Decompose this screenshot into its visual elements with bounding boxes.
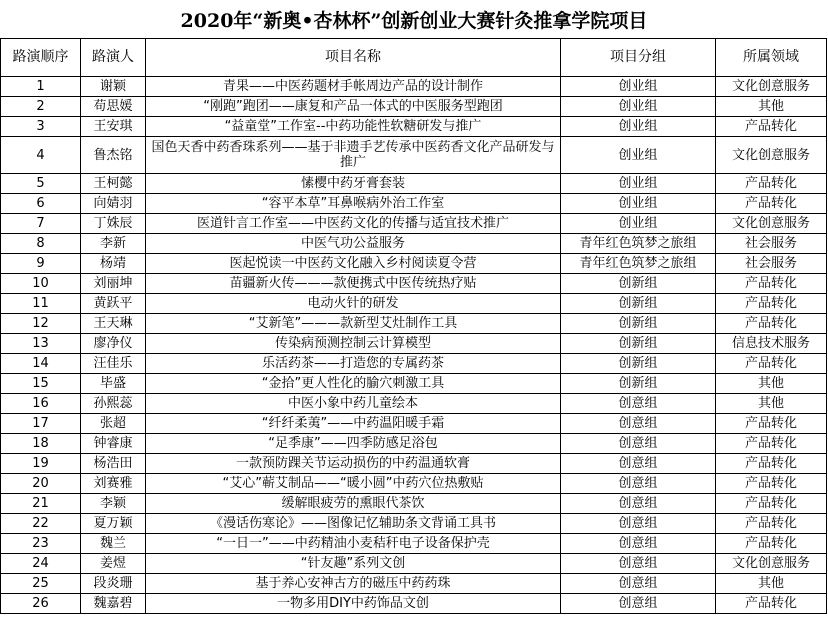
cell-group: 青年红色筑梦之旅组 xyxy=(561,254,716,274)
table-row xyxy=(1,594,827,614)
cell-project: 基于养心安神古方的磁压中药药珠 xyxy=(146,574,561,594)
cell-group: 创意组 xyxy=(561,474,716,494)
cell-group: 创业组 xyxy=(561,97,716,117)
cell-order: 14 xyxy=(1,354,81,374)
cell-order: 11 xyxy=(1,294,81,314)
cell-project: “金拾”更人性化的腧穴刺激工具 xyxy=(146,374,561,394)
cell-presenter: 孙熙蕊 xyxy=(81,394,146,414)
cell-group: 创业组 xyxy=(561,194,716,214)
cell-group: 创意组 xyxy=(561,514,716,534)
project-table xyxy=(0,38,827,614)
cell-project: “一日一”——中药精油小麦秸秆电子设备保护壳 xyxy=(146,534,561,554)
cell-project: 苗疆新火传———款便携式中医传统热疗贴 xyxy=(146,274,561,294)
table-row xyxy=(1,514,827,534)
cell-group: 创新组 xyxy=(561,374,716,394)
cell-project: “刚跑”跑团——康复和产品一体式的中医服务型跑团 xyxy=(146,97,561,117)
cell-field: 文化创意服务 xyxy=(716,214,827,234)
cell-project: “艾新笔”———款新型艾灶制作工具 xyxy=(146,314,561,334)
col-header-field: 所属领域 xyxy=(716,39,827,77)
col-header-project: 项目名称 xyxy=(146,39,561,77)
cell-project: 青果——中医药题材手帐周边产品的设计制作 xyxy=(146,77,561,97)
cell-order: 6 xyxy=(1,194,81,214)
table-row xyxy=(1,97,827,117)
cell-field: 产品转化 xyxy=(716,454,827,474)
cell-project: 中医小象中药儿童绘本 xyxy=(146,394,561,414)
cell-field: 文化创意服务 xyxy=(716,137,827,174)
cell-field: 产品转化 xyxy=(716,314,827,334)
cell-presenter: 毕盛 xyxy=(81,374,146,394)
cell-group: 创新组 xyxy=(561,314,716,334)
cell-field: 产品转化 xyxy=(716,474,827,494)
cell-presenter: 杨靖 xyxy=(81,254,146,274)
cell-order: 25 xyxy=(1,574,81,594)
cell-order: 19 xyxy=(1,454,81,474)
table-row xyxy=(1,374,827,394)
cell-order: 7 xyxy=(1,214,81,234)
cell-project: “容平本草”耳鼻喉病外治工作室 xyxy=(146,194,561,214)
cell-group: 创意组 xyxy=(561,494,716,514)
cell-order: 5 xyxy=(1,174,81,194)
col-header-order: 路演顺序 xyxy=(1,39,81,77)
cell-field: 其他 xyxy=(716,374,827,394)
cell-order: 10 xyxy=(1,274,81,294)
cell-field: 产品转化 xyxy=(716,514,827,534)
cell-order: 15 xyxy=(1,374,81,394)
table-row xyxy=(1,334,827,354)
cell-project: “益童堂”工作室--中药功能性软糖研发与推广 xyxy=(146,117,561,137)
cell-group: 创业组 xyxy=(561,214,716,234)
cell-project: 医道针言工作室——中医药文化的传播与适宜技术推广 xyxy=(146,214,561,234)
table-row xyxy=(1,414,827,434)
cell-presenter: 段炎珊 xyxy=(81,574,146,594)
table-row xyxy=(1,554,827,574)
cell-group: 创意组 xyxy=(561,454,716,474)
page-title: 2020年“新奥•杏林杯”创新创业大赛针灸推拿学院项目 xyxy=(180,9,648,32)
cell-group: 创意组 xyxy=(561,594,716,614)
cell-presenter: 王天琳 xyxy=(81,314,146,334)
cell-group: 创意组 xyxy=(561,574,716,594)
cell-field: 产品转化 xyxy=(716,534,827,554)
table-row xyxy=(1,534,827,554)
table-row xyxy=(1,274,827,294)
cell-order: 8 xyxy=(1,234,81,254)
cell-order: 12 xyxy=(1,314,81,334)
cell-field: 社会服务 xyxy=(716,254,827,274)
cell-field: 产品转化 xyxy=(716,274,827,294)
cell-field: 产品转化 xyxy=(716,194,827,214)
cell-presenter: 李新 xyxy=(81,234,146,254)
table-row xyxy=(1,494,827,514)
cell-project: “针友趣”系列文创 xyxy=(146,554,561,574)
table-row xyxy=(1,354,827,374)
cell-presenter: 谢颖 xyxy=(81,77,146,97)
cell-order: 2 xyxy=(1,97,81,117)
cell-order: 18 xyxy=(1,434,81,454)
cell-project: 国色天香中药香珠系列——基于非遗手艺传承中医药香文化产品研发与推广 xyxy=(146,137,561,174)
table-row xyxy=(1,574,827,594)
table-row xyxy=(1,117,827,137)
table-row xyxy=(1,194,827,214)
cell-presenter: 黄跃平 xyxy=(81,294,146,314)
cell-project: 愫樱中药牙膏套装 xyxy=(146,174,561,194)
cell-field: 其他 xyxy=(716,97,827,117)
cell-group: 创新组 xyxy=(561,334,716,354)
cell-presenter: 廖净仪 xyxy=(81,334,146,354)
cell-group: 青年红色筑梦之旅组 xyxy=(561,234,716,254)
cell-project: “艾心”蕲艾制品——“暖小圆”中药穴位热敷贴 xyxy=(146,474,561,494)
cell-presenter: 杨浩田 xyxy=(81,454,146,474)
cell-order: 26 xyxy=(1,594,81,614)
cell-field: 产品转化 xyxy=(716,174,827,194)
cell-presenter: 魏嘉碧 xyxy=(81,594,146,614)
cell-presenter: 刘丽坤 xyxy=(81,274,146,294)
table-row xyxy=(1,174,827,194)
cell-presenter: 王安琪 xyxy=(81,117,146,137)
cell-field: 产品转化 xyxy=(716,414,827,434)
table-row xyxy=(1,214,827,234)
cell-project: 传染病预测控制云计算模型 xyxy=(146,334,561,354)
table-row xyxy=(1,454,827,474)
cell-field: 产品转化 xyxy=(716,354,827,374)
cell-field: 文化创意服务 xyxy=(716,554,827,574)
cell-group: 创意组 xyxy=(561,394,716,414)
cell-order: 21 xyxy=(1,494,81,514)
cell-project: 医起悦读一中医药文化融入乡村阅读夏令营 xyxy=(146,254,561,274)
cell-group: 创新组 xyxy=(561,354,716,374)
cell-field: 信息技术服务 xyxy=(716,334,827,354)
cell-presenter: 向婧羽 xyxy=(81,194,146,214)
cell-presenter: 汪佳乐 xyxy=(81,354,146,374)
cell-order: 17 xyxy=(1,414,81,434)
table-row xyxy=(1,137,827,174)
cell-project: 电动火针的研发 xyxy=(146,294,561,314)
cell-field: 产品转化 xyxy=(716,594,827,614)
table-row xyxy=(1,314,827,334)
col-header-group: 项目分组 xyxy=(561,39,716,77)
cell-field: 文化创意服务 xyxy=(716,77,827,97)
cell-presenter: 苟思媛 xyxy=(81,97,146,117)
cell-presenter: 刘赛雅 xyxy=(81,474,146,494)
cell-group: 创业组 xyxy=(561,77,716,97)
cell-group: 创新组 xyxy=(561,294,716,314)
cell-order: 23 xyxy=(1,534,81,554)
cell-project: 《漫话伤寒论》——图像记忆辅助条文背诵工具书 xyxy=(146,514,561,534)
cell-project: 乐活药茶——打造您的专属药茶 xyxy=(146,354,561,374)
cell-presenter: 鲁杰铭 xyxy=(81,137,146,174)
cell-order: 3 xyxy=(1,117,81,137)
cell-presenter: 钟睿康 xyxy=(81,434,146,454)
cell-project: “纤纤柔荑”——中药温阳暖手霜 xyxy=(146,414,561,434)
table-row xyxy=(1,434,827,454)
cell-order: 4 xyxy=(1,137,81,174)
cell-group: 创意组 xyxy=(561,414,716,434)
cell-order: 1 xyxy=(1,77,81,97)
col-header-presenter: 路演人 xyxy=(81,39,146,77)
cell-order: 20 xyxy=(1,474,81,494)
cell-order: 22 xyxy=(1,514,81,534)
cell-field: 社会服务 xyxy=(716,234,827,254)
cell-presenter: 姜煜 xyxy=(81,554,146,574)
cell-field: 其他 xyxy=(716,574,827,594)
cell-order: 16 xyxy=(1,394,81,414)
cell-group: 创意组 xyxy=(561,534,716,554)
cell-presenter: 王柯懿 xyxy=(81,174,146,194)
table-row xyxy=(1,77,827,97)
table-row xyxy=(1,294,827,314)
table-row xyxy=(1,474,827,494)
table-row xyxy=(1,394,827,414)
cell-group: 创业组 xyxy=(561,174,716,194)
table-row xyxy=(1,234,827,254)
cell-group: 创业组 xyxy=(561,117,716,137)
cell-field: 产品转化 xyxy=(716,117,827,137)
cell-group: 创意组 xyxy=(561,554,716,574)
cell-project: 中医气功公益服务 xyxy=(146,234,561,254)
cell-group: 创业组 xyxy=(561,137,716,174)
cell-order: 13 xyxy=(1,334,81,354)
cell-group: 创新组 xyxy=(561,274,716,294)
cell-project: “足季康”——四季防感足浴包 xyxy=(146,434,561,454)
table-row xyxy=(1,254,827,274)
cell-presenter: 夏万颖 xyxy=(81,514,146,534)
cell-order: 9 xyxy=(1,254,81,274)
cell-field: 产品转化 xyxy=(716,434,827,454)
cell-project: 一款预防踝关节运动损伤的中药温通软膏 xyxy=(146,454,561,474)
header-row xyxy=(1,39,827,77)
cell-field: 产品转化 xyxy=(716,294,827,314)
cell-presenter: 张超 xyxy=(81,414,146,434)
cell-order: 24 xyxy=(1,554,81,574)
cell-group: 创意组 xyxy=(561,434,716,454)
cell-presenter: 丁姝辰 xyxy=(81,214,146,234)
cell-project: 缓解眼疲劳的熏眼代茶饮 xyxy=(146,494,561,514)
cell-presenter: 魏兰 xyxy=(81,534,146,554)
cell-field: 其他 xyxy=(716,394,827,414)
cell-project: 一物多用DIY中药饰品文创 xyxy=(146,594,561,614)
cell-field: 产品转化 xyxy=(716,494,827,514)
cell-presenter: 李颖 xyxy=(81,494,146,514)
